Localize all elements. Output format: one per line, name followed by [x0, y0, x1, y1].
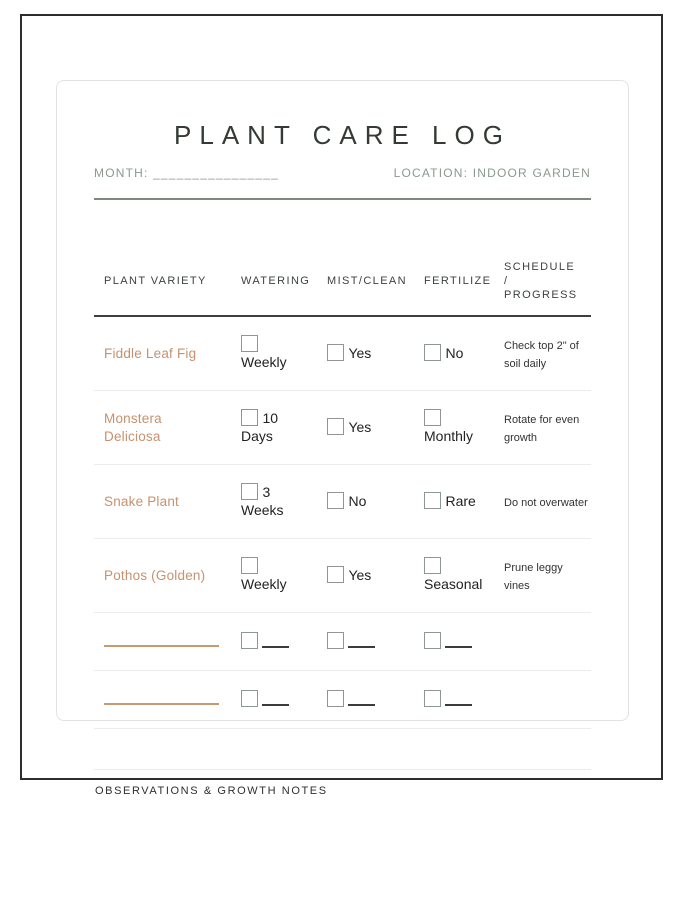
- watering-label: 3 Weeks: [241, 484, 284, 518]
- mist-clean-checkbox[interactable]: [327, 690, 344, 707]
- watering-label: Weekly: [241, 576, 287, 592]
- header-plant-variety: PLANT VARIETY: [104, 274, 207, 287]
- schedule-note: Prune leggy vines: [504, 561, 563, 592]
- plant-variety-blank-line: [104, 689, 219, 705]
- mist-clean-checkbox[interactable]: [327, 344, 344, 361]
- month-field: MONTH: ________________: [94, 166, 280, 180]
- mist-clean-cell: [324, 566, 423, 585]
- observations-heading: OBSERVATIONS & GROWTH NOTES: [95, 785, 328, 797]
- mist-clean-blank-line: [348, 634, 375, 648]
- fertilize-cell: [423, 492, 504, 511]
- watering-checkbox[interactable]: [241, 632, 258, 649]
- plant-variety: Fiddle Leaf Fig: [104, 345, 197, 361]
- fertilize-checkbox[interactable]: [424, 409, 441, 426]
- header-watering: WATERING: [241, 274, 311, 287]
- mist-clean-checkbox[interactable]: [327, 492, 344, 509]
- plant-variety-cell: [94, 689, 229, 710]
- watering-checkbox[interactable]: [241, 335, 258, 352]
- mist-clean-cell: [324, 344, 423, 363]
- fertilize-cell: [423, 344, 504, 363]
- plant-variety: Pothos (Golden): [104, 567, 206, 583]
- mist-clean-label: Yes: [348, 345, 372, 361]
- fertilize-cell: [423, 409, 504, 446]
- fertilize-checkbox[interactable]: [424, 557, 441, 574]
- watering-cell: [229, 690, 324, 709]
- schedule-note: Check top 2" of soil daily: [504, 339, 579, 370]
- mist-clean-blank-line: [348, 692, 375, 706]
- meta-row: [94, 166, 591, 181]
- watering-blank-line: [262, 692, 289, 706]
- table-row: [94, 391, 591, 465]
- schedule-note: Rotate for even growth: [504, 413, 580, 444]
- header-fertilize: FERTILIZE: [424, 274, 492, 287]
- table-row: [94, 465, 591, 539]
- fertilize-blank-line: [445, 692, 472, 706]
- location-label: LOCATION: INDOOR GARDEN: [393, 166, 591, 180]
- watering-cell: [229, 483, 324, 520]
- fertilize-checkbox[interactable]: [424, 632, 441, 649]
- fertilize-cell: [423, 557, 504, 594]
- fertilize-label: Monthly: [424, 428, 474, 444]
- plant-variety-cell: [94, 567, 229, 585]
- fertilize-label: No: [445, 345, 464, 361]
- plant-variety: Snake Plant: [104, 493, 179, 509]
- empty-table-row: [94, 729, 591, 770]
- plant-variety-cell: [94, 345, 229, 363]
- mist-clean-checkbox[interactable]: [327, 418, 344, 435]
- mist-clean-cell: [324, 418, 423, 437]
- mist-clean-label: No: [348, 493, 367, 509]
- watering-checkbox[interactable]: [241, 557, 258, 574]
- watering-cell: [229, 557, 324, 594]
- fertilize-checkbox[interactable]: [424, 492, 441, 509]
- fertilize-blank-line: [445, 634, 472, 648]
- mist-clean-checkbox[interactable]: [327, 632, 344, 649]
- fertilize-checkbox[interactable]: [424, 690, 441, 707]
- schedule-cell: [504, 493, 591, 511]
- schedule-cell: [504, 336, 591, 372]
- fertilize-cell: [423, 690, 504, 709]
- mist-clean-label: Yes: [348, 419, 372, 435]
- page-title: PLANT CARE LOG: [174, 120, 511, 150]
- fertilize-cell: [423, 632, 504, 651]
- watering-checkbox[interactable]: [241, 483, 258, 500]
- blank-table-row: [94, 671, 591, 729]
- plant-variety-cell: [94, 631, 229, 652]
- mist-clean-checkbox[interactable]: [327, 566, 344, 583]
- schedule-cell: [504, 558, 591, 594]
- mist-clean-cell: [324, 690, 423, 709]
- watering-cell: [229, 335, 324, 372]
- fertilize-label: Seasonal: [424, 576, 483, 592]
- watering-label: Weekly: [241, 354, 287, 370]
- mist-clean-cell: [324, 492, 423, 511]
- watering-cell: [229, 409, 324, 446]
- plant-variety: Monstera Deliciosa: [104, 410, 162, 444]
- plant-variety-blank-line: [104, 631, 219, 647]
- blank-table-row: [94, 613, 591, 671]
- table-header-row: [94, 246, 591, 317]
- plant-variety-cell: [94, 410, 229, 446]
- watering-checkbox[interactable]: [241, 409, 258, 426]
- mist-clean-label: Yes: [348, 567, 372, 583]
- table-row: [94, 539, 591, 613]
- plant-variety-cell: [94, 493, 229, 511]
- header-mist-clean: MIST/CLEAN: [327, 274, 408, 287]
- watering-blank-line: [262, 634, 289, 648]
- watering-checkbox[interactable]: [241, 690, 258, 707]
- watering-label: 10 Days: [241, 410, 279, 444]
- header-schedule-progress: SCHEDULE / PROGRESS: [504, 260, 578, 301]
- schedule-cell: [504, 410, 591, 446]
- mist-clean-cell: [324, 632, 423, 651]
- fertilize-checkbox[interactable]: [424, 344, 441, 361]
- schedule-note: Do not overwater: [504, 496, 588, 509]
- fertilize-label: Rare: [445, 493, 476, 509]
- log-content: [56, 80, 629, 770]
- header-divider: [94, 198, 591, 200]
- watering-cell: [229, 632, 324, 651]
- table-row: [94, 317, 591, 391]
